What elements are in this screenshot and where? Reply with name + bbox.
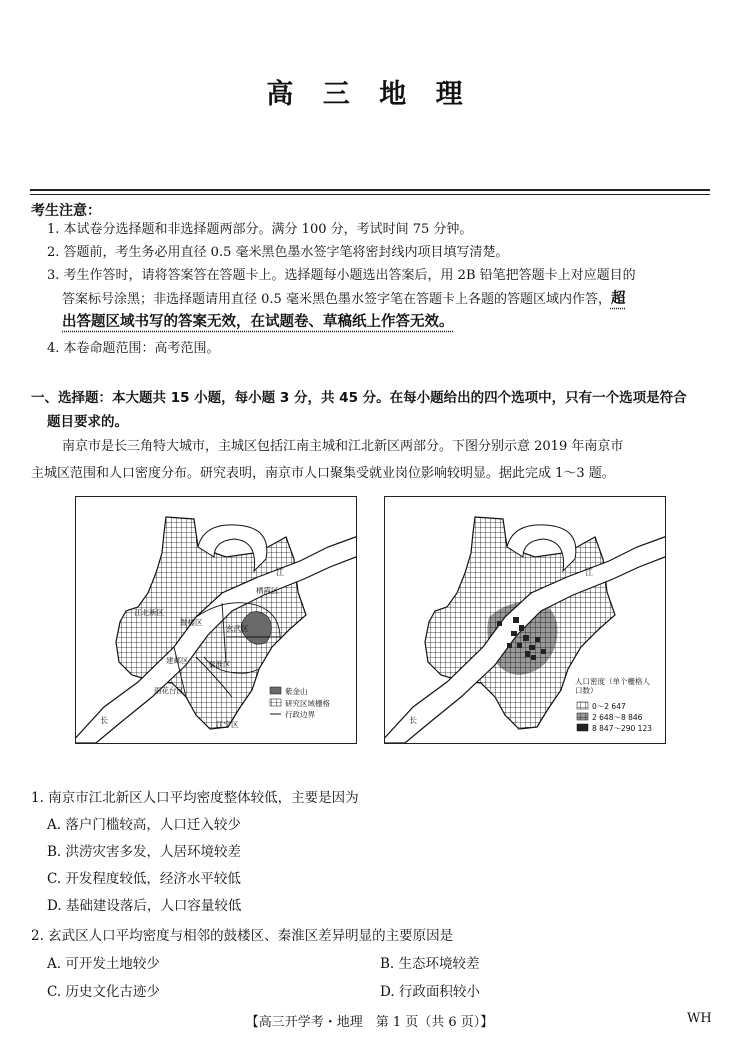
section-heading-line2: 题目要求的。 [47, 414, 128, 430]
passage-line1: 南京市是长三角特大城市，主城区包括江南主城和江北新区两部分。下图分别示意 2019 年南京市 [62, 439, 624, 454]
notice-item-3-cont-text: 答案标号涂黑；非选择题请用直径 0.5 毫米黑色墨水签字笔在答题卡上各题的答题区域内作答， [62, 292, 611, 307]
notice-item-3-cont [62, 289, 625, 310]
question-2-option-d: D. 行政面积较小 [380, 984, 480, 1000]
legend-swatch-high [577, 724, 588, 731]
legend-label-boundary: 行政边界 [285, 710, 315, 719]
question-1-option-d: D. 基础建设落后，人口容量较低 [47, 898, 242, 914]
question-1-stem: 1. 南京市江北新区人口平均密度整体较低，主要是因为 [31, 790, 359, 806]
question-2-stem: 2. 玄武区人口平均密度与相邻的鼓楼区、秦淮区差异明显的主要原因是 [31, 928, 454, 944]
legend-right [575, 677, 655, 733]
label-jiangbei: 江北新区 [134, 608, 164, 617]
legend-label-grid: 研究区域栅格 [285, 699, 330, 708]
footer-code: WH [687, 1011, 712, 1026]
river-label-top-right: 江 [585, 568, 593, 577]
map-right [384, 496, 666, 744]
label-gulou: 鼓楼区 [180, 618, 203, 627]
legend-label-low: 0～2 647 [592, 702, 626, 711]
river-label-bottom-left: 长 [100, 716, 108, 725]
legend-swatch-grid [270, 699, 281, 706]
notice-heading: 考生注意： [31, 203, 101, 219]
question-1-option-a: A. 落户门槛较高，人口迁入较少 [47, 817, 241, 833]
label-jianye: 建邺区 [166, 656, 189, 665]
legend-label-high: 8 847～290 123 [592, 724, 652, 733]
map-right-svg [385, 497, 665, 743]
question-2-option-a: A. 可开发土地较少 [47, 956, 160, 972]
notice-item-1: 1. 本试卷分选择题和非选择题两部分。满分 100 分，考试时间 75 分钟。 [47, 222, 473, 237]
map-left-svg [76, 497, 356, 743]
header-rule-thick [30, 189, 710, 191]
river-label-bottom-right: 长 [409, 716, 417, 725]
question-1-option-c: C. 开发程度较低，经济水平较低 [47, 871, 241, 887]
notice-item-2: 2. 答题前，考生务必用直径 0.5 毫米黑色墨水签字笔将密封线内项目填写清楚。 [47, 245, 509, 260]
river-label-top-left: 江 [276, 568, 284, 577]
label-jiangning: 江宁区 [216, 720, 239, 729]
legend-label-mid: 2 648～8 846 [592, 713, 643, 722]
label-xuanwu: 玄武区 [226, 624, 249, 633]
label-qixia: 栖霞区 [256, 586, 279, 595]
notice-item-4: 4. 本卷命题范围：高考范围。 [47, 341, 220, 356]
page-footer: 【高三开学考・地理 第 1 页（共 6 页）】 [245, 1015, 494, 1030]
header-rule-thin [30, 194, 710, 195]
map-left [75, 496, 357, 744]
legend-left [270, 686, 330, 719]
label-qinhuai: 秦淮区 [208, 660, 231, 669]
section-heading-line1: 一、选择题：本大题共 15 小题，每小题 3 分，共 45 分。在每小题给出的四个选项中，只有一个选项是符合 [31, 390, 687, 406]
page-title: 高 三 地 理 [266, 79, 473, 110]
question-2-option-b: B. 生态环境较差 [380, 956, 480, 972]
question-2-option-c: C. 历史文化古迹少 [47, 984, 160, 1000]
question-1-option-b: B. 洪涝灾害多发，人居环境较差 [47, 844, 242, 860]
legend-swatch-low [577, 702, 588, 709]
label-yuhuatai: 雨花台区 [154, 686, 184, 695]
passage-line2: 主城区范围和人口密度分布。研究表明，南京市人口聚集受就业岗位影响较明显。据此完成 1～3 题。 [31, 466, 615, 481]
notice-item-3: 3. 考生作答时，请将答案答在答题卡上。选择题每小题选出答案后，用 2B 铅笔把答题卡上对应题目的 [47, 268, 636, 283]
legend-swatch-zijinshan [270, 687, 281, 694]
legend-label-zijinshan: 紫金山 [285, 687, 308, 696]
notice-emphasis-b: 出答题区域书写的答案无效，在试题卷、草稿纸上作答无效。 [62, 314, 454, 330]
notice-emphasis-a: 超 [610, 291, 626, 307]
legend-title-right: 人口密度（单个栅格人口数） [575, 677, 650, 695]
legend-swatch-mid [577, 713, 588, 720]
